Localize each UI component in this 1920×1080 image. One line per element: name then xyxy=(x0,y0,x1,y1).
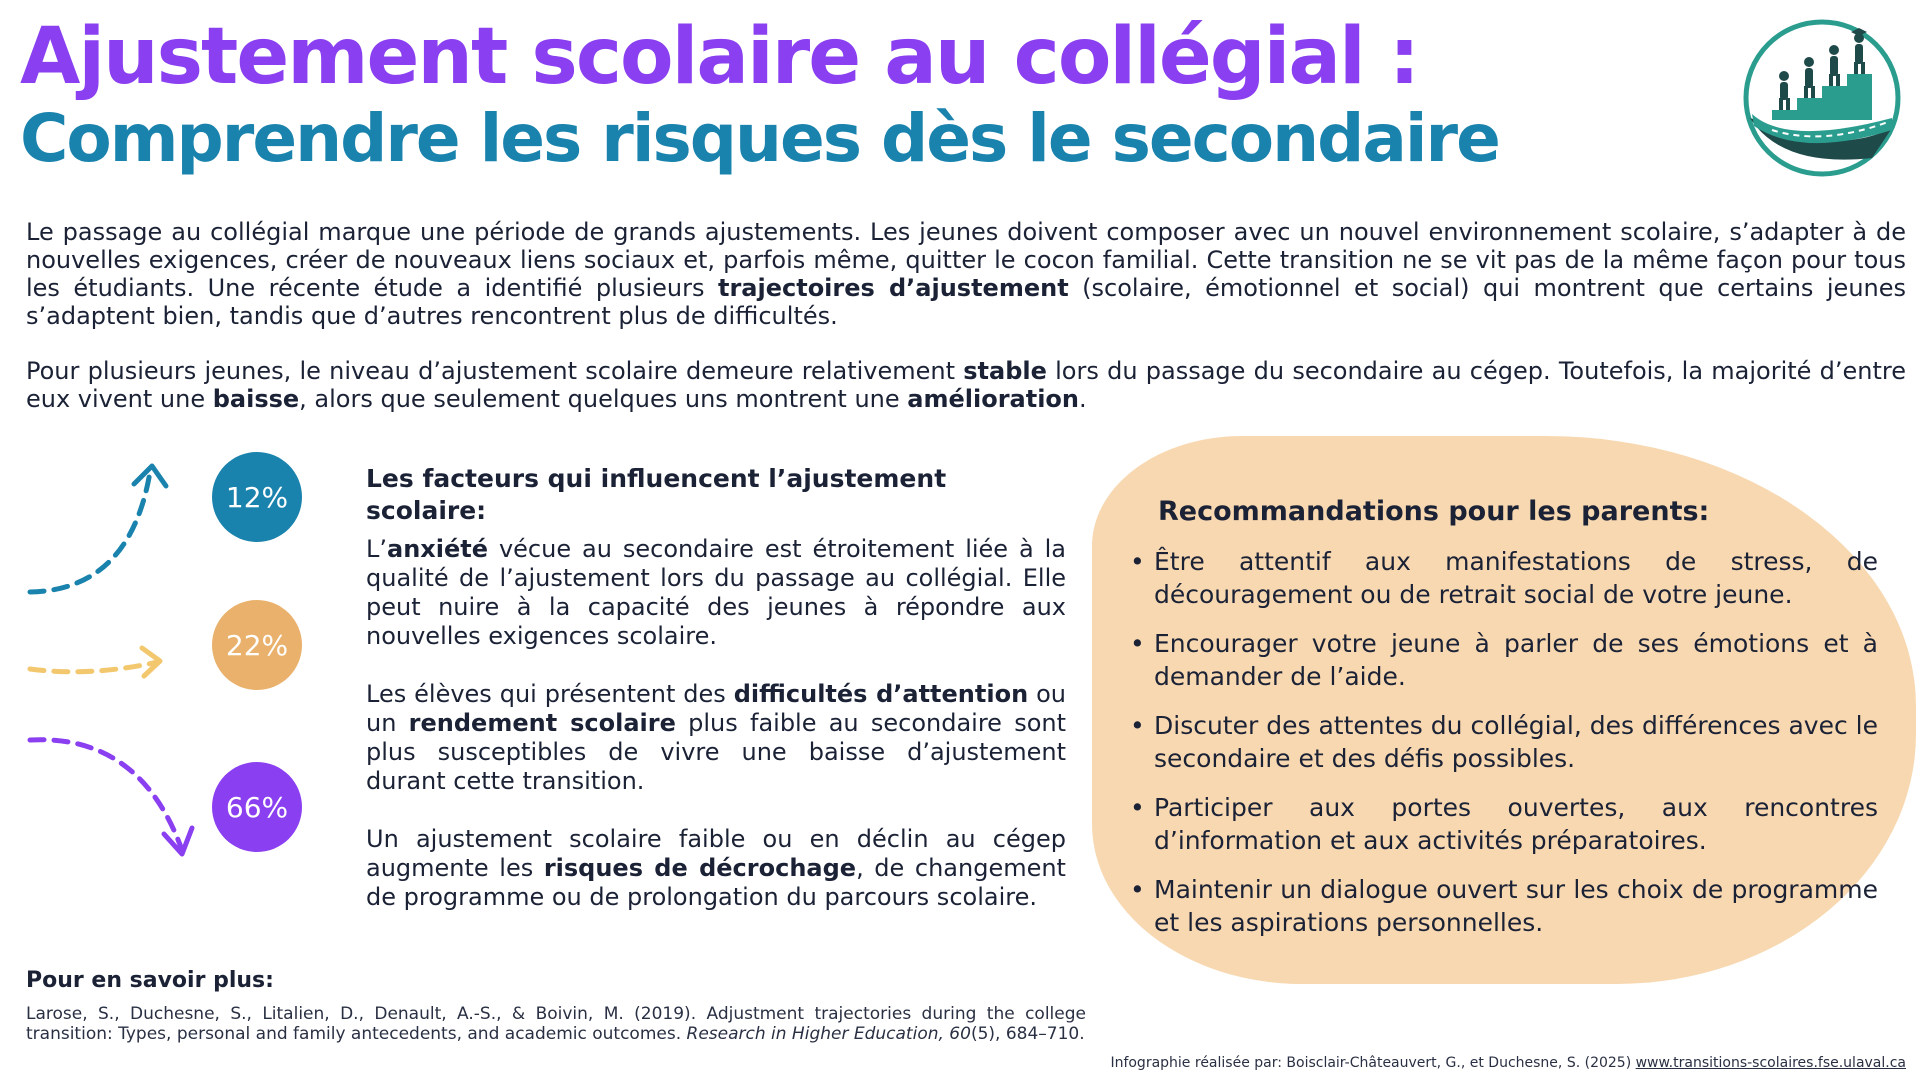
intro-p2-bold-stable: stable xyxy=(963,357,1047,385)
credit-text: Infographie réalisée par: Boisclair-Châteauvert, G., et Duchesne, S. (2025) xyxy=(1110,1055,1636,1071)
factor-attention-bold-2: rendement scolaire xyxy=(408,709,676,737)
intro-p2-text-a: Pour plusieurs jeunes, le niveau d’ajustement scolaire demeure relativement xyxy=(26,357,964,385)
recommendations-list xyxy=(1130,545,1878,939)
reference-text-b: (5), 684–710. xyxy=(970,1024,1085,1044)
intro-p2-bold-baisse: baisse xyxy=(212,385,300,413)
factor-dropout-text-a: Un ajustement scolaire faible ou en déclin au cégep augmente les xyxy=(366,825,1066,882)
reference-text-a: Larose, S., Duchesne, S., Litalien, D., Denault, A.-S., & Boivin, M. (2019). Adjustment trajectories during the college transition: Types, personal and family antecedents, and academic outcomes. xyxy=(26,1004,1086,1044)
trajectory-arrows xyxy=(20,462,200,862)
reference-citation xyxy=(26,1004,1086,1044)
arrow-down-icon xyxy=(30,740,182,850)
factor-attention xyxy=(366,680,1066,796)
factor-anxiety-text-b: vécue au secondaire est étroitement liée à la qualité de l’ajustement lors du passage au collégial. Elle peut nuire à la capacité des jeunes à répondre aux nouvelles exigences scolaire. xyxy=(366,535,1066,650)
intro-p1-bold: trajectoires d’ajustement xyxy=(717,274,1069,302)
intro-p2-text-c: , alors que seulement quelques uns montrent une xyxy=(299,385,908,413)
logo-stairs-students-icon xyxy=(1742,18,1902,178)
factor-dropout-bold: risques de décrochage xyxy=(543,854,857,882)
intro-p2-bold-amelioration: amélioration xyxy=(907,385,1080,413)
factor-dropout xyxy=(366,825,1066,912)
recommendation-item: • Maintenir un dialogue ouvert sur les choix de programme et les aspirations personnelles. xyxy=(1130,873,1878,939)
recommendation-item: • Encourager votre jeune à parler de ses émotions et à demander de l’aide. xyxy=(1130,627,1878,693)
recommendations-section xyxy=(1130,495,1878,955)
factor-attention-text-b: ou un xyxy=(366,680,1066,737)
learn-more-title: Pour en savoir plus: xyxy=(26,968,274,993)
trajectory-down-percent: 66% xyxy=(212,762,302,852)
website-link[interactable]: www.transitions-scolaires.fse.ulaval.ca xyxy=(1635,1055,1906,1071)
recommendation-item: • Être attentif aux manifestations de stress, de découragement ou de retrait social de votre jeune. xyxy=(1130,545,1878,611)
factors-heading: Les facteurs qui influencent l’ajustement scolaire: xyxy=(366,464,947,525)
intro-p2-text-d: . xyxy=(1079,385,1087,413)
factor-anxiety-text-a: L’ xyxy=(366,535,387,563)
trajectory-up-percent: 12% xyxy=(212,452,302,542)
factor-dropout-text-b: , de changement de programme ou de prolongation du parcours scolaire. xyxy=(366,854,1066,911)
factor-anxiety-bold: anxiété xyxy=(387,535,489,563)
arrow-flat-icon xyxy=(30,662,158,672)
intro-paragraph-1 xyxy=(26,218,1906,330)
page-subtitle: Comprendre les risques dès le secondaire xyxy=(20,100,1499,177)
trajectory-stable-percent: 22% xyxy=(212,600,302,690)
arrow-up-icon xyxy=(30,472,150,592)
intro-p2-text-b: lors du passage du secondaire au cégep. Toutefois, la majorité d’entre eux vivent une xyxy=(26,357,1907,413)
factor-attention-text-a: Les élèves qui présentent des xyxy=(366,680,734,708)
recommendations-heading: Recommandations pour les parents: xyxy=(1158,496,1710,527)
factor-anxiety xyxy=(366,535,1066,651)
credit-line xyxy=(1110,1054,1906,1072)
reference-journal: Research in Higher Education, 60 xyxy=(686,1024,971,1044)
intro-p1-text-b: (scolaire, émotionnel et social) qui montrent que certains jeunes s’adaptent bien, tandis que d’autres rencontrent plus de difficultés. xyxy=(26,274,1907,330)
page-title: Ajustement scolaire au collégial : xyxy=(20,12,1419,102)
recommendation-item: • Discuter des attentes du collégial, des différences avec le secondaire et des défis possibles. xyxy=(1130,709,1878,775)
factor-attention-text-c: plus faible au secondaire sont plus susceptibles de vivre une baisse d’ajustement durant cette transition. xyxy=(366,709,1066,795)
intro-paragraph-2 xyxy=(26,357,1906,413)
recommendation-item: • Participer aux portes ouvertes, aux rencontres d’information et aux activités préparatoires. xyxy=(1130,791,1878,857)
factor-attention-bold-1: difficultés d’attention xyxy=(733,680,1029,708)
factors-section xyxy=(366,463,1066,941)
intro-p1-text-a: Le passage au collégial marque une période de grands ajustements. Les jeunes doivent composer avec un nouvel environnement scolaire, s’adapter à de nouvelles exigences, créer de nouveaux liens sociaux et, parfois même, quitter le cocon familial. Cette transition ne se vit pas de la même façon pour tous les étudiants. Une récente étude a identifié plusieurs xyxy=(26,218,1906,302)
